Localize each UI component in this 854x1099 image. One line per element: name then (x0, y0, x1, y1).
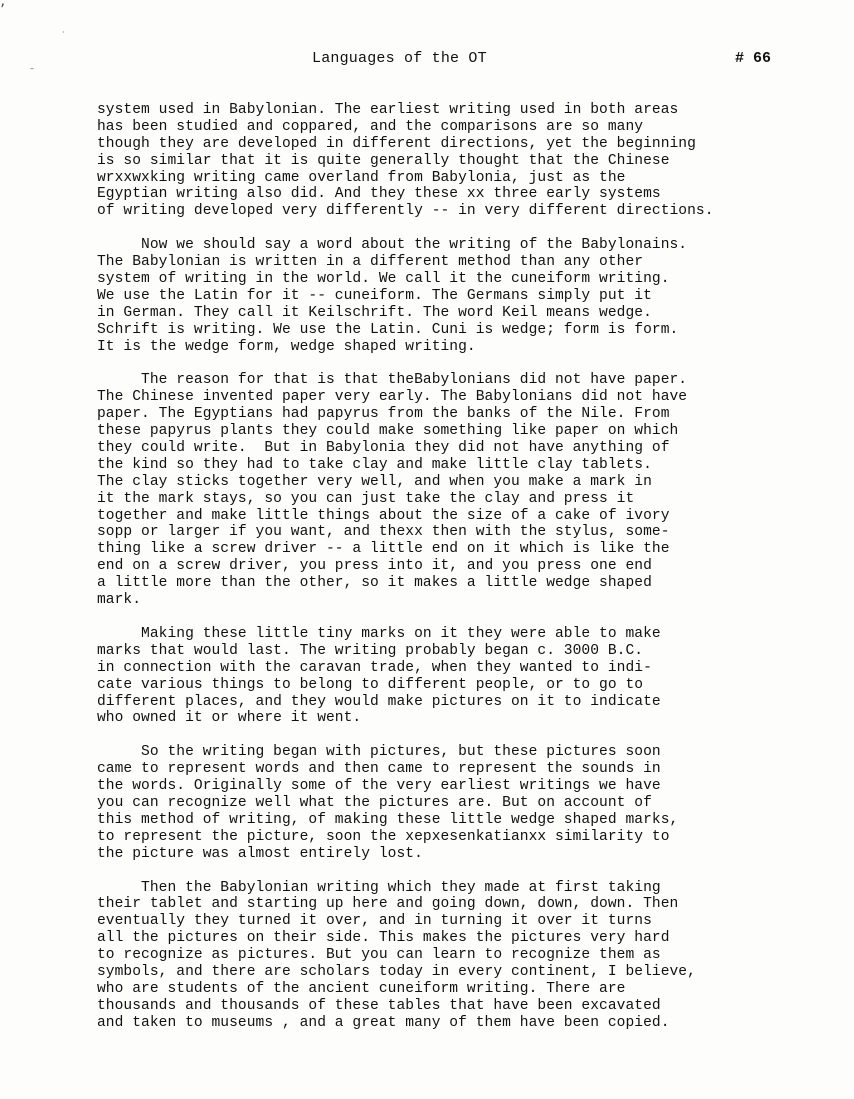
text-line: you can recognize well what the pictures are. But on account of (97, 794, 652, 811)
text-line: We use the Latin for it -- cuneiform. The Germans simply put it (97, 287, 652, 304)
margin-speck: – (30, 64, 34, 73)
text-line: they could write. But in Babylonia they did not have anything of (97, 440, 670, 457)
text-line: sopp or larger if you want, and thexx then with the stylus, some- (97, 524, 670, 541)
text-line: who are students of the ancient cuneiform writing. There are (97, 980, 626, 997)
text-line: eventually they turned it over, and in turning it over it turns (97, 913, 652, 930)
text-line: So the writing began with pictures, but these pictures soon (97, 744, 661, 761)
text-line: in connection with the caravan trade, when they wanted to indi- (97, 659, 652, 676)
text-line: The clay sticks together very well, and when you make a mark in (97, 473, 652, 490)
page-header-title: Languages of the OT (312, 50, 487, 67)
paragraph (97, 626, 827, 727)
text-line: of writing developed very differently -- in very different directions. (97, 203, 714, 220)
text-line: thousands and thousands of these tables that have been excavated (97, 997, 661, 1014)
text-line: in German. They call it Keilschrift. The word Keil means wedge. (97, 304, 652, 321)
text-line: It is the wedge form, wedge shaped writing. (97, 338, 476, 355)
text-line: The Babylonian is written in a different method than any other (97, 254, 644, 271)
text-line: Egyptian writing also did. And they these xx three early systems (97, 186, 661, 203)
text-line: the kind so they had to take clay and make little clay tablets. (97, 456, 652, 473)
paragraph (97, 102, 827, 220)
text-line: Then the Babylonian writing which they made at first taking (97, 879, 661, 896)
text-line: symbols, and there are scholars today in every continent, I believe, (97, 963, 696, 980)
margin-speck: · (62, 28, 65, 37)
text-line: system used in Babylonian. The earliest writing used in both areas (97, 102, 679, 118)
paragraph (97, 744, 827, 862)
text-line: and taken to museums , and a great many of them have been copied. (97, 1014, 670, 1031)
text-line: has been studied and coppared, and the comparisons are so many (97, 118, 644, 135)
text-line: thing like a screw driver -- a little end on it which is like the (97, 541, 670, 558)
text-line: it the mark stays, so you can just take the clay and press it (97, 490, 635, 507)
text-line: these papyrus plants they could make something like paper on which (97, 423, 679, 440)
text-line: Now we should say a word about the writing of the Babylonains. (97, 237, 688, 254)
text-line: different places, and they would make pictures on it to indicate (97, 693, 661, 710)
text-line: together and make little things about the size of a cake of ivory (97, 507, 670, 524)
text-line: the words. Originally some of the very earliest writings we have (97, 778, 661, 795)
document-body (97, 102, 827, 1049)
text-line: is so similar that it is quite generally thought that the Chinese (97, 152, 670, 169)
text-line: wrxxwxking writing came overland from Babylonia, just as the (97, 169, 626, 186)
margin-speck: ’ (0, 0, 6, 19)
text-line: end on a screw driver, you press into it, and you press one end (97, 558, 652, 575)
text-line: their tablet and starting up here and going down, down, down. Then (97, 896, 679, 913)
text-line: The Chinese invented paper very early. The Babylonians did not have (97, 389, 688, 406)
text-line: Schrift is writing. We use the Latin. Cuni is wedge; form is form. (97, 321, 679, 338)
text-line: paper. The Egyptians had papyrus from the banks of the Nile. From (97, 406, 670, 423)
text-line: the picture was almost entirely lost. (97, 845, 423, 862)
paragraph (97, 237, 827, 355)
text-line: cate various things to belong to different people, or to go to (97, 676, 644, 693)
paragraph (97, 880, 827, 1032)
text-line: this method of writing, of making these little wedge shaped marks, (97, 811, 679, 828)
text-line: system of writing in the world. We call it the cuneiform writing. (97, 271, 670, 288)
text-line: marks that would last. The writing probably began c. 3000 B.C. (97, 642, 644, 659)
paragraph (97, 372, 827, 608)
text-line: to recognize as pictures. But you can learn to recognize them as (97, 947, 661, 964)
text-line: came to represent words and then came to represent the sounds in (97, 761, 661, 778)
text-line: to represent the picture, soon the xepxesenkatianxx similarity to (97, 828, 670, 845)
text-line: Making these little tiny marks on it they were able to make (97, 625, 661, 642)
text-line: all the pictures on their side. This makes the pictures very hard (97, 930, 670, 947)
text-line: a little more than the other, so it makes a little wedge shaped (97, 575, 652, 592)
text-line: The reason for that is that theBabylonians did not have paper. (97, 372, 688, 389)
page-number: # 66 (735, 50, 772, 67)
text-line: though they are developed in different directions, yet the beginning (97, 135, 696, 152)
text-line: who owned it or where it went. (97, 710, 362, 727)
text-line: mark. (97, 592, 142, 609)
